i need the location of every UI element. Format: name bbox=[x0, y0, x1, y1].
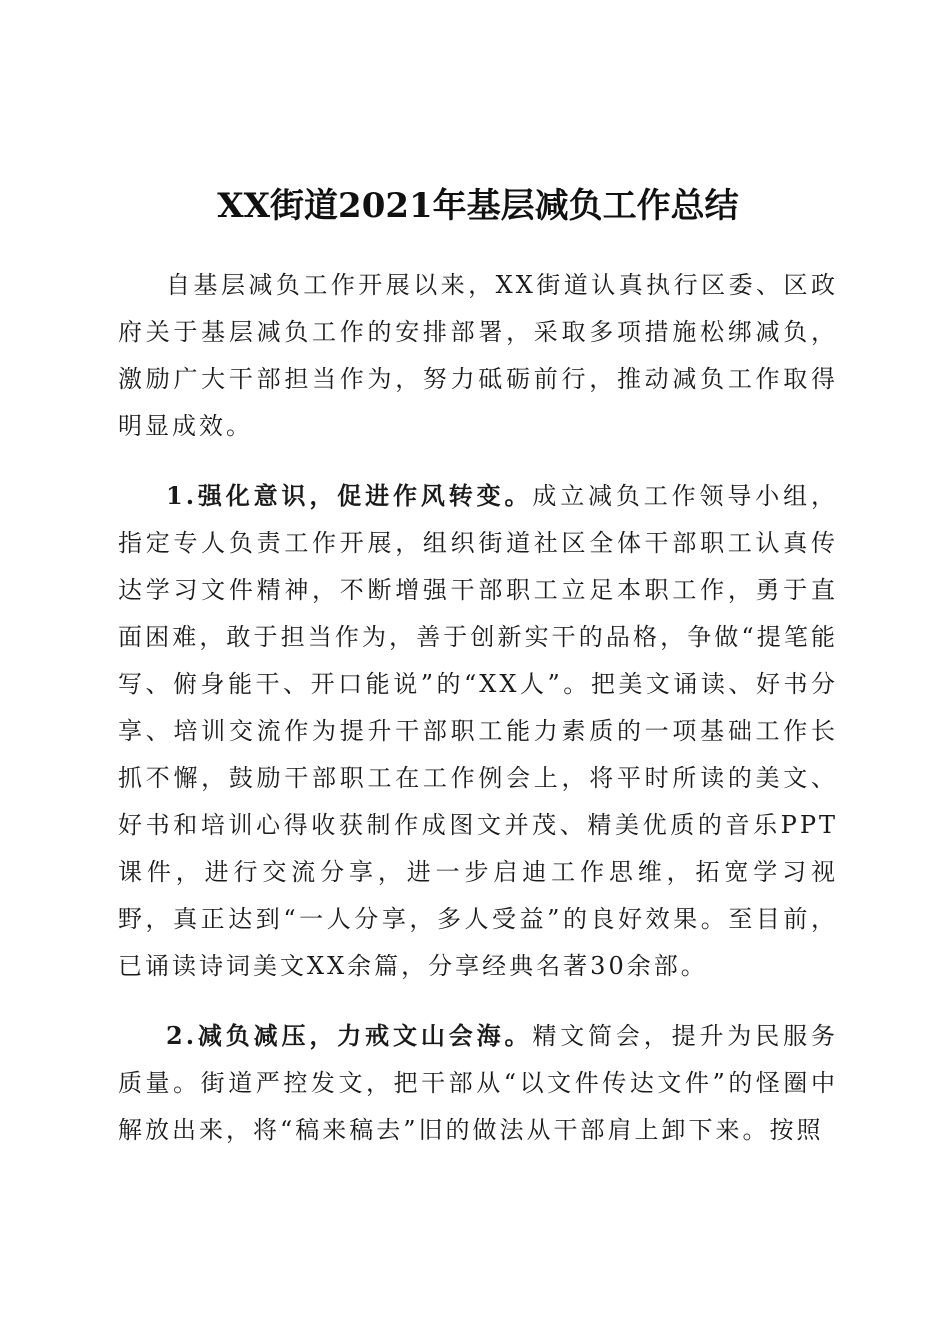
section-2-paragraph bbox=[118, 1012, 838, 1154]
section-1-body: 成立减负工作领导小组，指定专人负责工作开展，组织街道社区全体干部职工认真传达学习文件精神，不断增强干部职工立足本职工作，勇于直面困难，敢于担当作为，善于创新实干的品格，争做“提笔能写、俯身能干、开口能说”的“XX人”。把美文诵读、好书分享、培训交流作为提升干部职工能力素质的一项基础工作长抓不懈，鼓励干部职工在工作例会上，将平时所读的美文、好书和培训心得收获制作成图文并茂、精美优质的音乐PPT课件，进行交流分享，进一步启迪工作思维，拓宽学习视野，真正达到“一人分享，多人受益”的良好效果。至目前，已诵读诗词美文XX余篇，分享经典名著30余部。 bbox=[118, 482, 838, 980]
section-1-heading: 1.强化意识，促进作风转变。 bbox=[166, 481, 533, 510]
section-1-paragraph bbox=[118, 472, 838, 990]
intro-paragraph: 自基层减负工作开展以来，XX街道认真执行区委、区政府关于基层减负工作的安排部署，采取多项措施松绑减负，激励广大干部担当作为，努力砥砺前行，推动减负工作取得明显成效。 bbox=[118, 271, 838, 440]
section-2-body: 精文简会，提升为民服务质量。街道严控发文，把干部从“以文件传达文件”的怪圈中解放出来，将“稿来稿去”旧的做法从干部肩上卸下来。按照 bbox=[118, 1022, 838, 1144]
document-title: XX街道2021年基层减负工作总结 bbox=[217, 186, 739, 226]
document-page bbox=[118, 180, 838, 1176]
section-2-heading: 2.减负减压，力戒文山会海。 bbox=[166, 1021, 533, 1050]
